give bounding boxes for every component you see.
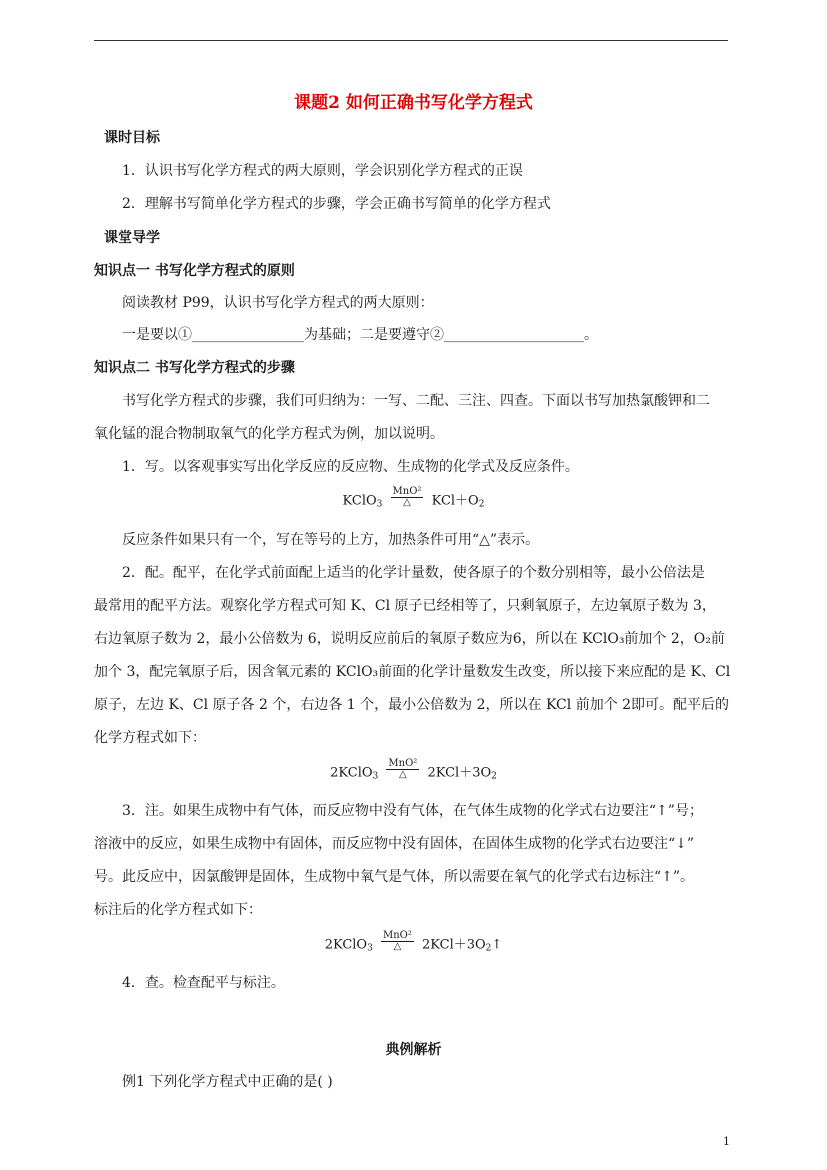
goals-heading: 课时目标 <box>104 130 160 146</box>
eq3-left-sub: 3 <box>367 943 373 954</box>
eq1-left-sub: 3 <box>376 499 383 510</box>
header-rule <box>94 40 728 41</box>
eq3-gas-arrow: ↑ <box>491 937 503 953</box>
step-1-note: 反应条件如果只有一个，写在等号的上方，加热条件可用“△”表示。 <box>122 532 540 548</box>
example-heading: 典例解析 <box>385 1042 442 1058</box>
kp1-line-2: 一是要以①________________为基础；二是要遵守②____________________。 <box>122 327 598 343</box>
equation-1 <box>0 486 827 515</box>
step-2-line-1: 2．配。配平，在化学式前面配上适当的化学计量数，使各原子的个数分别相等，最小公倍法是 <box>122 565 705 581</box>
eq3-catalyst: MnO² <box>382 930 412 941</box>
eq1-condition <box>391 486 424 508</box>
step-1: 1．写。以客观事实写出化学反应的反应物、生成物的化学式及反应条件。 <box>122 459 579 475</box>
goal-1: 1．认识书写化学方程式的两大原则，学会识别化学方程式的正误 <box>122 163 523 179</box>
step-2-line-2: 最常用的配平方法。观察化学方程式可知 K、Cl 原子已经相等了，只剩氧原子，左边氧原子数为 3， <box>94 598 716 614</box>
example-1: 例1 下列化学方程式中正确的是( ) <box>122 1074 333 1090</box>
step-2-line-6: 化学方程式如下： <box>94 730 206 746</box>
step-2-line-3: 右边氧原子数为 2，最小公倍数为 6，说明反应前后的氧原子数应为6，所以在 KClO₃前加个 2，O₂前 <box>94 631 725 647</box>
guide-heading: 课堂导学 <box>104 230 160 246</box>
equation-3 <box>0 930 827 959</box>
step-4: 4．查。检查配平与标注。 <box>122 975 285 991</box>
kp1-heading: 知识点一 书写化学方程式的原则 <box>94 263 295 279</box>
eq1-left: KClO <box>342 493 377 509</box>
step-3-line-4: 标注后的化学方程式如下： <box>94 902 262 918</box>
step-3-line-3: 号。此反应中，因氯酸钾是固体，生成物中氧气是气体，所以需要在氧气的化学式右边标注“↑”。 <box>94 869 695 885</box>
eq3-right: 2KCl＋3O <box>422 937 486 953</box>
kp2-intro-a: 书写化学方程式的步骤，我们可归纳为：一写、二配、三注、四查。下面以书写加热氯酸钾和二 <box>122 393 710 409</box>
eq2-heat: △ <box>399 769 407 780</box>
eq3-condition <box>381 930 414 952</box>
eq2-catalyst: MnO² <box>388 758 418 769</box>
eq3-heat: △ <box>393 941 402 952</box>
kp1-line-1: 阅读教材 P99，认识书写化学方程式的两大原则： <box>122 295 434 311</box>
eq1-right: KCl＋O <box>431 493 479 509</box>
step-2-line-5: 原子，左边 K、Cl 原子各 2 个，右边各 1 个，最小公倍数为 2，所以在 KCl 前加个 2即可。配平后的 <box>94 697 730 713</box>
eq2-right-sub: 2 <box>491 771 497 782</box>
step-3-line-1: 3．注。如果生成物中有气体，而反应物中没有气体，在气体生成物的化学式右边要注“↑”号； <box>122 803 703 819</box>
equation-2 <box>0 758 827 787</box>
eq2-left-sub: 3 <box>372 771 379 782</box>
eq2-condition <box>386 758 419 780</box>
step-2-line-4: 加个 3，配完氧原子后，因含氧元素的 KClO₃前面的化学计量数发生改变，所以接下来应配的是 K、Cl <box>94 664 731 680</box>
goal-2: 2．理解书写简单化学方程式的步骤，学会正确书写简单的化学方程式 <box>122 196 551 212</box>
page-title: 课题2 如何正确书写化学方程式 <box>294 93 533 113</box>
eq3-right-sub: 2 <box>485 943 492 954</box>
eq2-left: 2KClO <box>330 765 373 781</box>
eq2-right: 2KCl＋3O <box>427 765 492 781</box>
eq3-left: 2KClO <box>324 937 368 953</box>
kp2-heading: 知识点二 书写化学方程式的步骤 <box>94 360 295 376</box>
eq1-heat: △ <box>403 497 411 508</box>
eq1-catalyst: MnO² <box>392 486 422 497</box>
eq1-right-sub: 2 <box>478 499 485 510</box>
page-number: 1 <box>723 1135 730 1148</box>
kp2-intro-b: 氧化锰的混合物制取氧气的化学方程式为例，加以说明。 <box>94 426 444 442</box>
step-3-line-2: 溶液中的反应，如果生成物中有固体，而反应物中没有固体，在固体生成物的化学式右边要注“↓” <box>94 836 695 852</box>
